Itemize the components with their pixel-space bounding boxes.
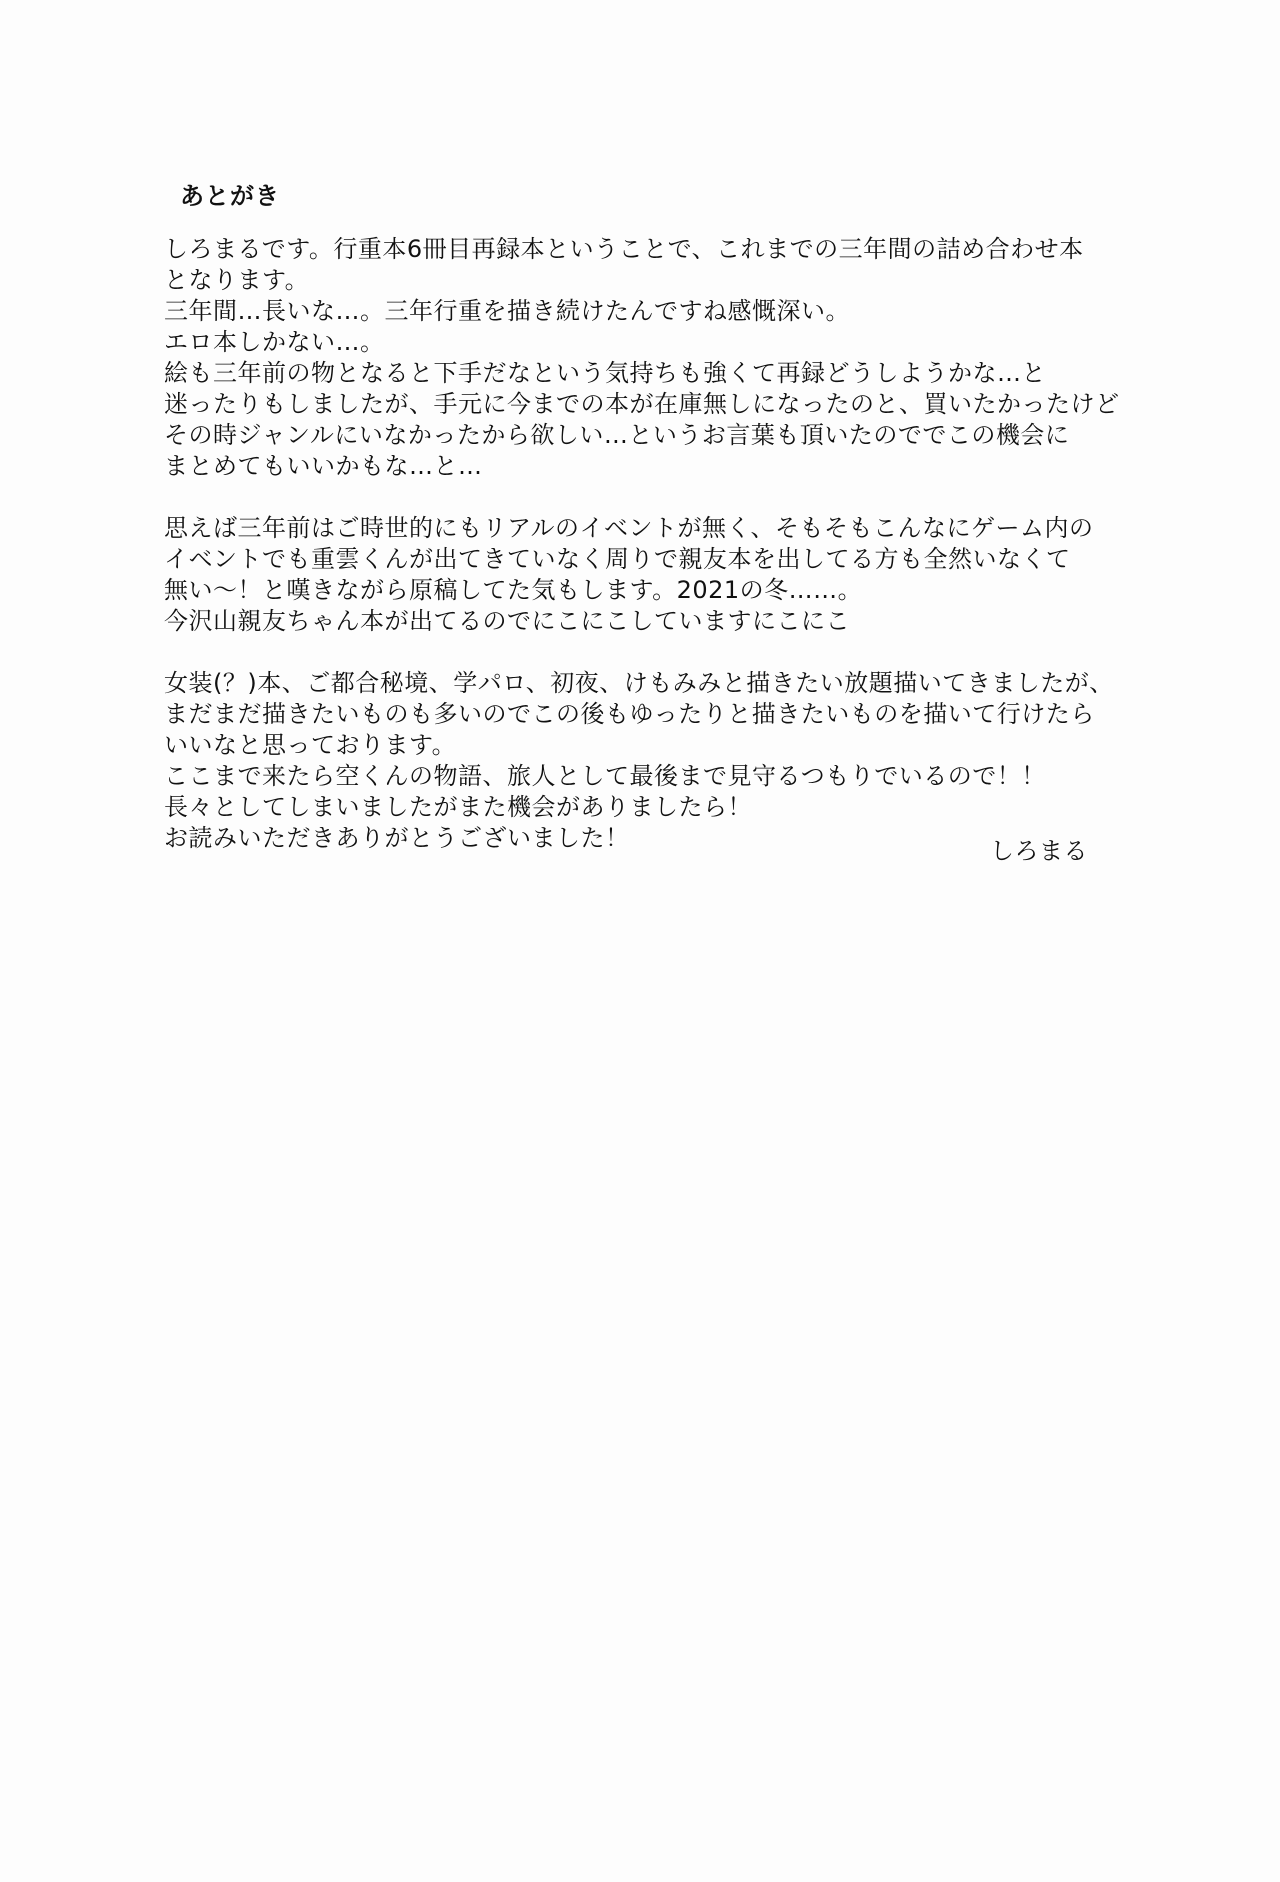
- text-line: 無い〜！と嘆きながら原稿してた気もします。2021の冬……。: [164, 576, 863, 604]
- paragraph-3: [164, 668, 1164, 854]
- paragraph-1: [164, 234, 1164, 482]
- text-line: 長々としてしまいましたがまた機会がありましたら！: [164, 793, 752, 821]
- text-line: 迷ったりもしましたが、手元に今までの本が在庫無しになったのと、買いたかったけど: [164, 390, 1120, 418]
- text-line: 思えば三年前はご時世的にもリアルのイベントが無く、そもそもこんなにゲーム内の: [164, 514, 1094, 542]
- text-line: 女装(？)本、ご都合秘境、学パロ、初夜、けもみみと描きたい放題描いてきましたが、: [164, 669, 1114, 697]
- text-line: 今沢山親友ちゃん本が出てるのでにこにこしていますにこにこ: [164, 607, 850, 635]
- text-line: しろまるです。行重本6冊目再録本ということで、これまでの三年間の詰め合わせ本: [164, 235, 1084, 263]
- text-line: ここまで来たら空くんの物語、旅人として最後まで見守るつもりでいるので！！: [164, 762, 1046, 790]
- text-line: エロ本しかない…。: [164, 328, 385, 356]
- text-line: いいなと思っております。: [164, 731, 457, 759]
- text-line: イベントでも重雲くんが出てきていなく周りで親友本を出してる方も全然いなくて: [164, 545, 1071, 573]
- text-line: その時ジャンルにいなかったから欲しい…というお言葉も頂いたのででこの機会に: [164, 421, 1070, 449]
- paragraph-2: [164, 513, 1164, 637]
- text-line: お読みいただきありがとうございました！: [164, 824, 630, 852]
- text-line: 絵も三年前の物となると下手だなという気持ちも強くて再録どうしようかな…と: [164, 359, 1046, 387]
- afterword-body: [164, 234, 1164, 885]
- page-title: あとがき: [180, 182, 280, 210]
- author-signature: しろまる: [990, 837, 1088, 865]
- text-line: 三年間…長いな…。三年行重を描き続けたんですね感慨深い。: [164, 297, 850, 325]
- text-line: まとめてもいいかもな…と…: [164, 452, 483, 480]
- text-line: となります。: [164, 266, 310, 294]
- text-line: まだまだ描きたいものも多いのでこの後もゆったりと描きたいものを描いて行けたら: [164, 700, 1095, 728]
